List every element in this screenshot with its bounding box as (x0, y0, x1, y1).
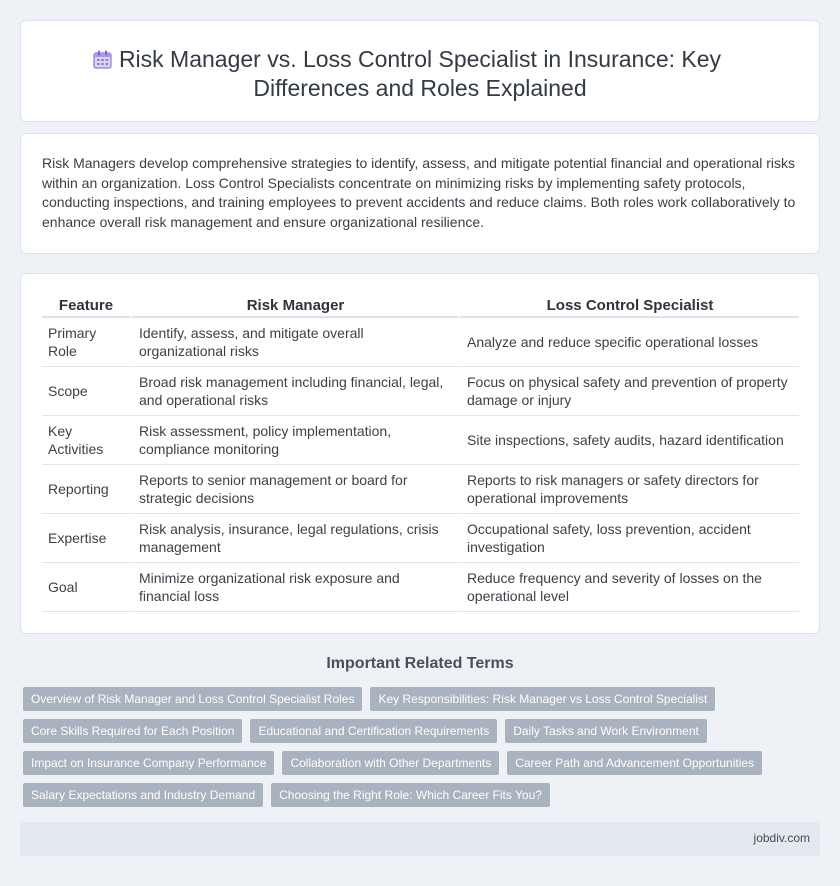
related-terms-title: Important Related Terms (326, 655, 514, 672)
intro-card (20, 133, 820, 254)
row-feature: Expertise (42, 514, 130, 563)
row-loss-control: Focus on physical safety and prevention of property damage or injury (458, 367, 799, 416)
table-row (42, 367, 799, 416)
table-row (42, 465, 799, 514)
related-term-link[interactable]: Key Responsibilities: Risk Manager vs Loss Control Specialist (370, 687, 715, 711)
comparison-table (42, 294, 799, 612)
row-loss-control: Occupational safety, loss prevention, accident investigation (458, 514, 799, 563)
intro-paragraph: Risk Managers develop comprehensive strategies to identify, assess, and mitigate potential financial and operational risks within an organization. Loss Control Specialists concentrate on minimizing risks by implementing safety protocols, conducting inspections, and training employees to prevent accidents and reduce claims. Both roles work collaboratively to enhance overall risk management and ensure organizational resilience. (42, 155, 796, 230)
related-term-link[interactable]: Salary Expectations and Industry Demand (23, 783, 263, 807)
row-risk-manager: Risk assessment, policy implementation, compliance monitoring (130, 416, 458, 465)
row-risk-manager: Broad risk management including financial, legal, and operational risks (130, 367, 458, 416)
row-risk-manager: Identify, assess, and mitigate overall organizational risks (130, 318, 458, 367)
row-risk-manager: Minimize organizational risk exposure and financial loss (130, 563, 458, 612)
related-term-link[interactable]: Choosing the Right Role: Which Career Fits You? (271, 783, 550, 807)
row-feature: Key Activities (42, 416, 130, 465)
row-loss-control: Analyze and reduce specific operational losses (458, 318, 799, 367)
row-risk-manager: Reports to senior management or board for strategic decisions (130, 465, 458, 514)
header-feature: Feature (42, 294, 130, 318)
related-term-link[interactable]: Core Skills Required for Each Position (23, 719, 242, 743)
page-title: Risk Manager vs. Loss Control Specialist in Insurance: Key Differences and Roles Explained (118, 46, 722, 101)
row-feature: Reporting (42, 465, 130, 514)
related-term-link[interactable]: Career Path and Advancement Opportunities (507, 751, 762, 775)
row-feature: Primary Role (42, 318, 130, 367)
header-card (20, 20, 820, 122)
row-loss-control: Reduce frequency and severity of losses on the operational level (458, 563, 799, 612)
related-term-link[interactable]: Collaboration with Other Departments (282, 751, 499, 775)
related-term-link[interactable]: Overview of Risk Manager and Loss Control Specialist Roles (23, 687, 362, 711)
footer-site-link[interactable]: jobdiv.com (753, 831, 810, 845)
row-loss-control: Site inspections, safety audits, hazard identification (458, 416, 799, 465)
row-risk-manager: Risk analysis, insurance, legal regulations, crisis management (130, 514, 458, 563)
table-row (42, 563, 799, 612)
table-header-row (42, 294, 799, 318)
header-risk-manager: Risk Manager (130, 294, 458, 318)
table-row (42, 514, 799, 563)
row-feature: Scope (42, 367, 130, 416)
related-term-link[interactable]: Impact on Insurance Company Performance (23, 751, 274, 775)
related-term-link[interactable]: Daily Tasks and Work Environment (505, 719, 707, 743)
table-row (42, 416, 799, 465)
related-terms-list (23, 687, 823, 815)
table-row (42, 318, 799, 367)
row-feature: Goal (42, 563, 130, 612)
header-loss-control-specialist: Loss Control Specialist (458, 294, 799, 318)
comparison-card (20, 273, 820, 634)
related-term-link[interactable]: Educational and Certification Requirements (250, 719, 497, 743)
footer (20, 822, 820, 856)
row-loss-control: Reports to risk managers or safety directors for operational improvements (458, 465, 799, 514)
